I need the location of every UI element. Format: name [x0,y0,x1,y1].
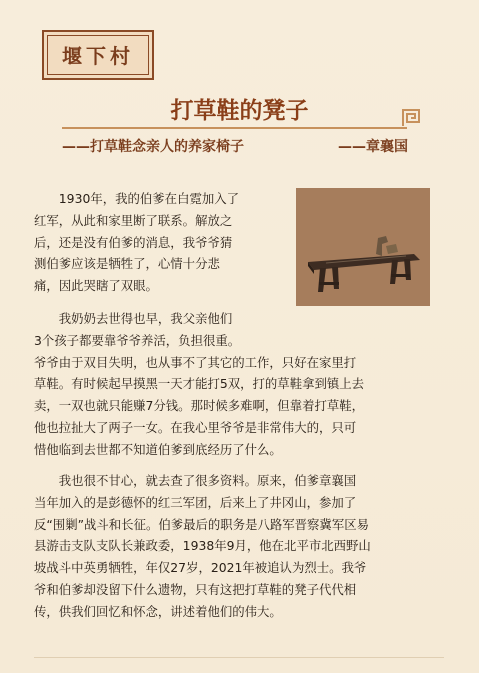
village-badge [42,30,154,80]
bench-photo [296,188,430,306]
paragraph-2 [34,308,439,461]
village-name: 堰下村 [62,44,134,68]
paragraph-line: 卖，一双也就只能赚7分钱。那时候多难啊，但靠着打草鞋， [34,398,365,414]
article-title: 打草鞋的凳子 [170,98,309,124]
article-author: ——章襄国 [338,139,408,155]
bottom-divider [34,657,444,658]
article-subtitle: ——打草鞋念亲人的养家椅子 [62,139,244,155]
paragraph-line: 爷和伯爹却没留下什么遗物，只有这把打草鞋的凳子代代相 [34,581,357,597]
paragraph-line: 痛，因此哭瞎了双眼。 [34,278,158,294]
paragraph-line: 他也拉扯大了两子一女。在我心里爷爷是非常伟大的，只可 [34,419,357,435]
paragraph-line: 传，供我们回忆和怀念，讲述着他们的伟大。 [34,603,282,619]
paragraph-line: 反“围剿”战斗和长征。伯爹最后的职务是八路军晋察冀军区易 [34,516,369,532]
paragraph-line: 1930年，我的伯爹在白霓加入了 [58,191,240,206]
paragraph-line: 当年加入的是彭德怀的红三军团，后来上了井冈山，参加了 [34,494,357,510]
paragraph-line: 县游击支队支队长兼政委，1938年9月，他在北平市北西野山 [34,538,371,554]
paragraph-line: 惜他临到去世都不知道伯爹到底经历了什么。 [34,441,282,457]
paragraph-line: 草鞋。有时候起早摸黑一天才能打5双，打的草鞋拿到镇上去 [34,376,365,392]
paragraph-line: 坡战斗中英勇牺牲，年仅27岁，2021年被追认为烈士。我爷 [34,560,367,576]
paragraph-1 [34,188,286,297]
paragraph-line: 我也很不甘心，就去查了很多资料。原来，伯爹章襄国 [58,473,357,488]
paragraph-line: 我奶奶去世得也早，我父亲他们 [58,311,233,326]
paragraph-line: 后，还是没有伯爹的消息，我爷爷猜 [34,234,233,250]
paragraph-line: 测伯爹应该是牺牲了，心情十分悲 [34,256,220,272]
fret-ornament-icon [402,109,420,127]
paragraph-line: 3个孩子都要靠爷爷养活，负担很重。 [34,332,241,348]
paragraph-3 [34,470,439,623]
title-divider [62,127,407,129]
paragraph-line: 爷爷由于双目失明，也从事不了其它的工作，只好在家里打 [34,354,357,370]
paragraph-line: 红军，从此和家里断了联系。解放之 [34,212,233,228]
